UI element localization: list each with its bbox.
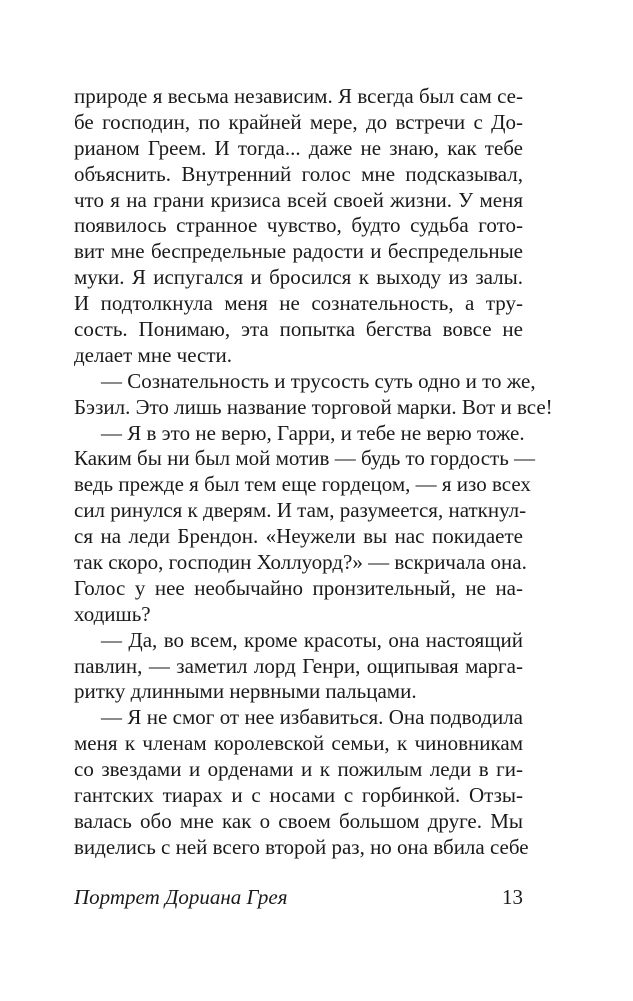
text-line: гантских тиарах и с носами с горбинкой. Отзы- xyxy=(74,783,523,808)
text-line: — Я в это не верю, Гарри, и тебе не верю тоже. xyxy=(101,420,525,445)
text-line: виделись с ней всего второй раз, но она вбила себе xyxy=(74,834,529,859)
text-line: ритку длинными нервными пальцами. xyxy=(74,679,417,704)
text-line: бе господин, по крайней мере, до встречи с До- xyxy=(74,109,523,134)
running-title: Портрет Дориана Грея xyxy=(74,885,288,909)
text-line: появилось странное чувство, будто судьба гото- xyxy=(74,213,523,238)
text-line: сил ринулся к дверям. И там, разумеется, наткнул- xyxy=(74,498,527,523)
text-line: вит мне беспредельные радости и беспредельные xyxy=(74,239,523,264)
text-line: сость. Понимаю, эта попытка бегства вовсе не xyxy=(74,317,523,342)
text-line: И подтолкнула меня не сознательность, а тру- xyxy=(74,291,523,316)
text-line: со звездами и орденами и к пожилым леди в ги- xyxy=(74,757,523,782)
text-line: — Да, во всем, кроме красоты, она настоящий xyxy=(101,627,523,652)
text-line: Голос у нее необычайно пронзительный, не на- xyxy=(74,575,523,600)
text-line: — Сознательность и трусость суть одно и то же, xyxy=(101,368,536,393)
text-line: делает мне чести. xyxy=(74,342,233,367)
text-line: муки. Я испугался и бросился к выходу из залы. xyxy=(74,265,523,290)
text-line: павлин, — заметил лорд Генри, ощипывая марга- xyxy=(74,653,523,678)
text-line: Каким бы ни был мой мотив — будь то гордость — xyxy=(74,446,536,471)
text-line: Бэзил. Это лишь название торговой марки. Вот и все! xyxy=(74,394,553,419)
text-line: природе я весьма независим. Я всегда был сам се- xyxy=(74,84,523,108)
text-line: что я на грани кризиса всей своей жизни. У меня xyxy=(74,187,523,212)
page-body-text xyxy=(74,84,553,861)
text-line: меня к членам королевской семьи, к чиновникам xyxy=(74,731,523,756)
text-line: рианом Греем. И тогда... даже не знаю, как тебе xyxy=(74,135,523,160)
text-line: ходишь? xyxy=(74,601,151,626)
page-number: 13 xyxy=(502,885,523,909)
text-line: так скоро, господин Холлуорд?» — вскричала она. xyxy=(74,550,527,575)
text-line: объяснить. Внутренний голос мне подсказывал, xyxy=(74,161,523,186)
text-line: — Я не смог от нее избавиться. Она подводила xyxy=(101,705,523,730)
text-line: валась обо мне как о своем большом друге. Мы xyxy=(74,808,523,833)
text-line: ведь прежде я был тем еще гордецом, — я изо всех xyxy=(74,472,531,497)
page-footer xyxy=(74,884,523,910)
text-line: ся на леди Брендон. «Неужели вы нас покидаете xyxy=(74,524,523,549)
